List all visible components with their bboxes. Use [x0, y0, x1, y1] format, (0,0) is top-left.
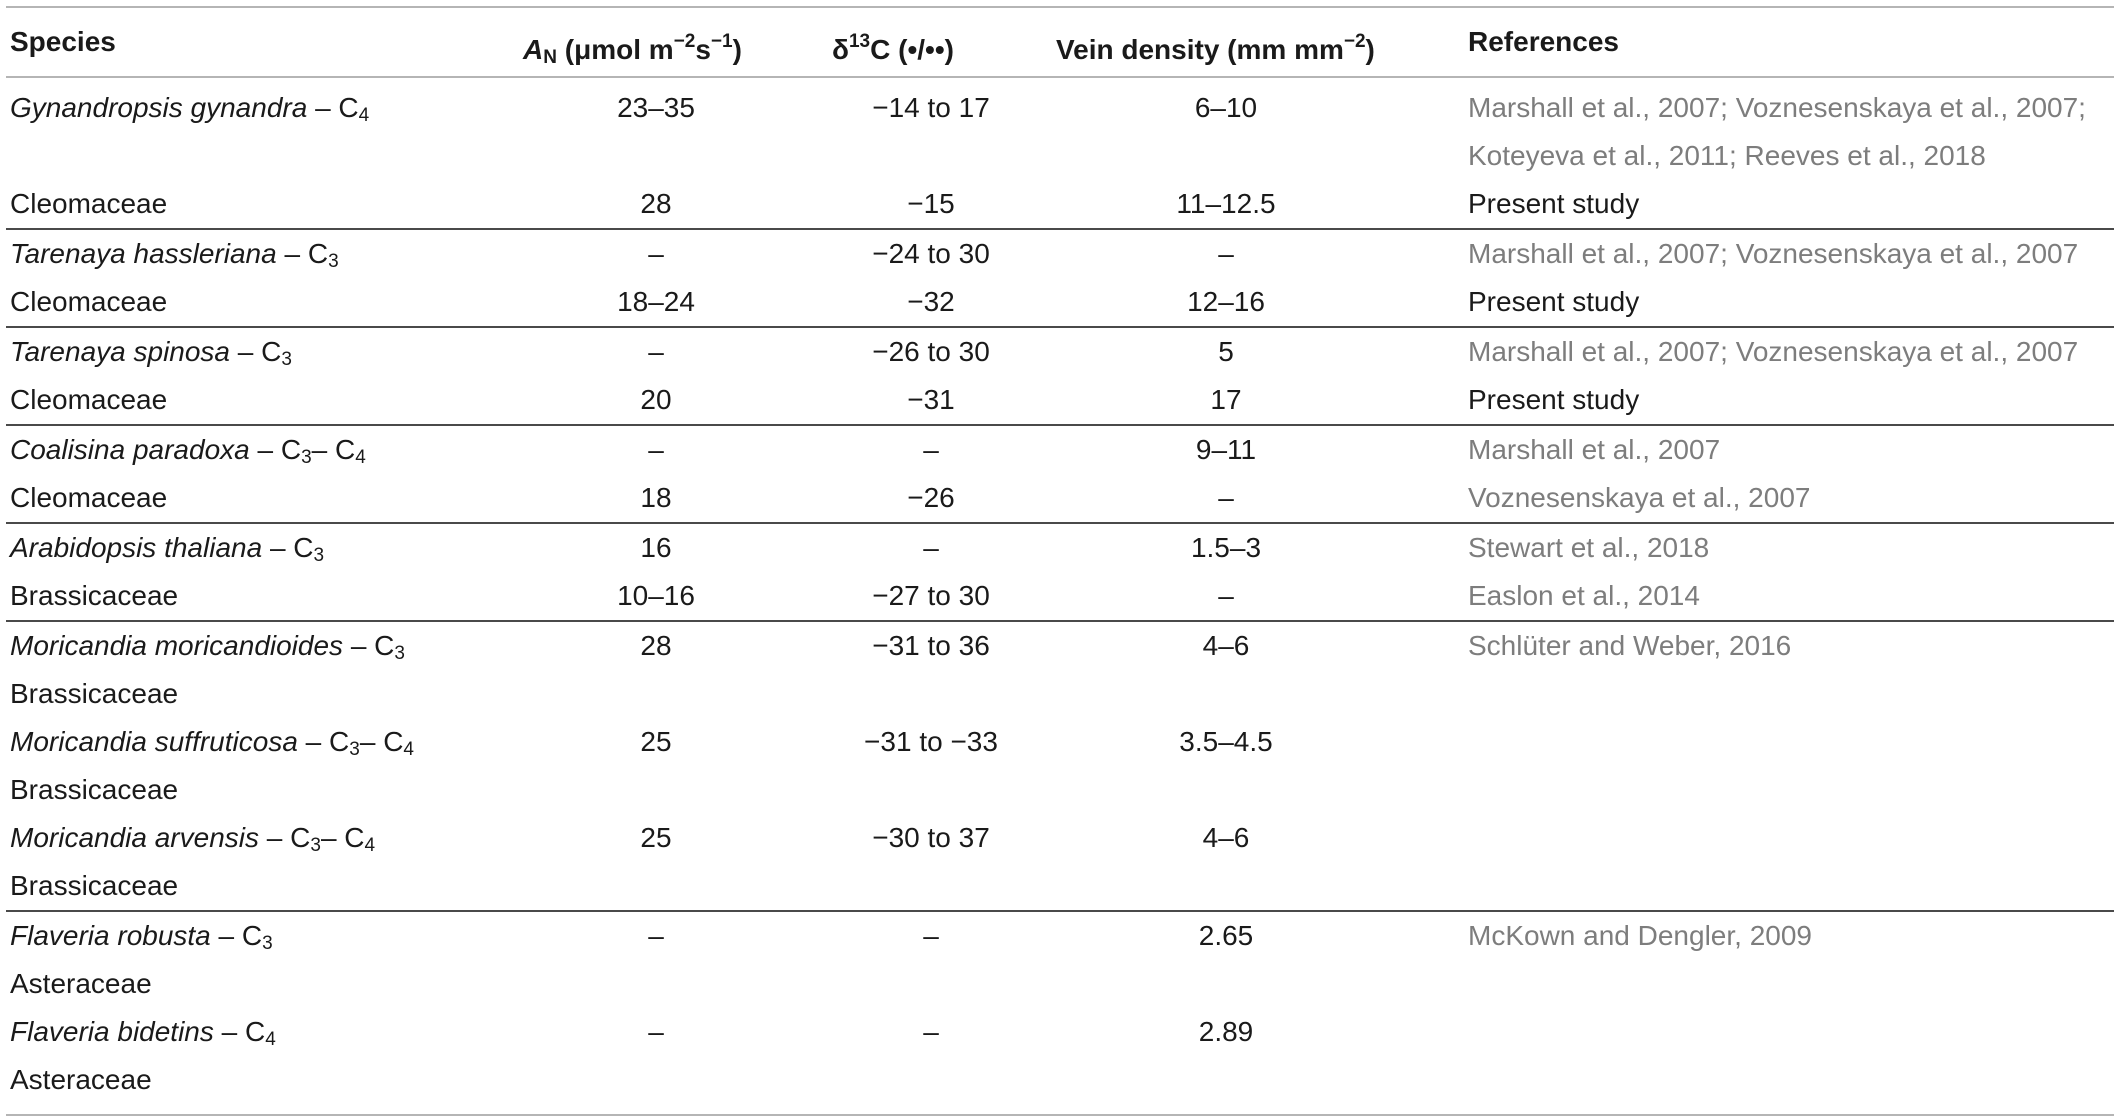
reference: Schlüter and Weber, 2016 — [1468, 630, 1792, 661]
row-group-arabidopsis — [6, 524, 2114, 622]
header-vein-density: Vein density (mm $mm^{-2}$) — [1056, 31, 1375, 65]
an-value: 28 — [640, 188, 672, 219]
reference: Marshall et al., 2007; Voznesenskaya et al., 2007 — [1468, 238, 2079, 269]
vein-density-value: – — [1218, 482, 1234, 513]
family-name: Cleomaceae — [10, 286, 168, 317]
row-group-tarenaya-spinosa — [6, 328, 2114, 426]
species-name: Flaveria bidetins – $C_4$ — [10, 1016, 276, 1050]
reference: Present study — [1468, 384, 1640, 415]
family-name: Brassicaceae — [10, 870, 179, 901]
an-value: 10–16 — [617, 580, 695, 611]
species-name: Moricandia arvensis – $C_3-$ $C_4$ — [10, 822, 376, 856]
species-name: Flaveria robusta – $C_3$ — [10, 920, 273, 954]
family-name: Cleomaceae — [10, 188, 168, 219]
species-name: Moricandia suffruticosa – $C_3-$ $C_4$ — [10, 726, 414, 760]
family-name: Brassicaceae — [10, 580, 179, 611]
an-value: – — [648, 238, 664, 269]
table-header — [6, 6, 2114, 78]
table-row — [6, 426, 2114, 474]
vein-density-value: 2.65 — [1198, 920, 1254, 951]
table-row — [6, 328, 2114, 376]
table-row — [6, 278, 2114, 326]
row-group-coalisina — [6, 426, 2114, 524]
reference: Voznesenskaya et al., 2007 — [1468, 482, 1811, 513]
row-group-tarenaya-hassleriana — [6, 230, 2114, 328]
an-value: 25 — [640, 822, 672, 853]
d13c-value: – — [923, 1016, 939, 1047]
table-row — [6, 766, 2114, 814]
vein-density-value: 9–11 — [1195, 434, 1257, 465]
an-value: – — [648, 920, 664, 951]
d13c-value: −14 to 17 — [872, 92, 990, 123]
reference: Marshall et al., 2007 — [1468, 434, 1721, 465]
species-name: Coalisina paradoxa – $C_3-$ $C_4$ — [10, 434, 366, 468]
header-an: $A_N$ (μmol $m^{-2}s^{-1}$) — [523, 31, 742, 68]
reference: Marshall et al., 2007; Voznesenskaya et al., 2007 — [1468, 336, 2079, 367]
table-row — [6, 180, 2114, 228]
family-name: Brassicaceae — [10, 678, 179, 709]
an-value: – — [648, 336, 664, 367]
vein-density-value: 4–6 — [1202, 630, 1250, 661]
family-name: Cleomaceae — [10, 482, 168, 513]
d13c-value: −30 to 37 — [872, 822, 990, 853]
table-row — [6, 814, 2114, 862]
table-row — [6, 376, 2114, 424]
an-value: 25 — [640, 726, 672, 757]
species-name: Gynandropsis gynandra – $C_4$ — [10, 92, 370, 126]
d13c-value: – — [923, 920, 939, 951]
table-row — [6, 84, 2114, 132]
table-row — [6, 572, 2114, 620]
d13c-value: −26 to 30 — [872, 336, 990, 367]
family-name: Brassicaceae — [10, 774, 179, 805]
data-table — [6, 6, 2114, 1116]
header-d13c: $\delta^{13}C$ (•/••) — [832, 31, 954, 65]
d13c-value: −26 — [907, 482, 955, 513]
an-value: 18 — [640, 482, 672, 513]
d13c-value: −27 to 30 — [872, 580, 990, 611]
vein-density-value: 17 — [1210, 384, 1242, 415]
d13c-value: −15 — [907, 188, 955, 219]
d13c-value: – — [923, 532, 939, 563]
reference: Marshall et al., 2007; Voznesenskaya et al., 2007; — [1468, 92, 2086, 123]
reference: Present study — [1468, 286, 1640, 317]
an-value: – — [648, 434, 664, 465]
vein-density-value: 1.5–3 — [1190, 532, 1262, 563]
table-row — [6, 230, 2114, 278]
an-value: 28 — [640, 630, 672, 661]
row-group-moricandia — [6, 622, 2114, 912]
table-row — [6, 718, 2114, 766]
vein-density-value: 5 — [1218, 336, 1234, 367]
reference: Present study — [1468, 188, 1640, 219]
header-species: Species — [10, 26, 116, 57]
species-name: Moricandia moricandioides – $C_3$ — [10, 630, 405, 664]
reference: Easlon et al., 2014 — [1468, 580, 1700, 611]
row-group-flaveria — [6, 912, 2114, 1116]
table-row — [6, 524, 2114, 572]
reference: Koteyeva et al., 2011; Reeves et al., 2018 — [1468, 140, 1986, 171]
table-row — [6, 912, 2114, 960]
vein-density-value: 11–12.5 — [1176, 188, 1276, 219]
table-row — [6, 132, 2114, 180]
table-row — [6, 670, 2114, 718]
table-row — [6, 474, 2114, 522]
an-value: – — [648, 1016, 664, 1047]
vein-density-value: 6–10 — [1194, 92, 1258, 123]
vein-density-value: 3.5–4.5 — [1179, 726, 1273, 757]
vein-density-value: – — [1218, 238, 1234, 269]
family-name: Cleomaceae — [10, 384, 168, 415]
an-value: 16 — [640, 532, 672, 563]
header-references: References — [1468, 26, 1619, 57]
an-value: 18–24 — [617, 286, 695, 317]
d13c-value: – — [923, 434, 939, 465]
reference: Stewart et al., 2018 — [1468, 532, 1710, 563]
d13c-value: −32 — [907, 286, 955, 317]
table-row — [6, 862, 2114, 910]
table-row — [6, 1008, 2114, 1056]
an-value: 20 — [640, 384, 672, 415]
reference: McKown and Dengler, 2009 — [1468, 920, 1812, 951]
species-name: Arabidopsis thaliana – $C_3$ — [10, 532, 325, 566]
row-group-gynandropsis — [6, 78, 2114, 230]
table-row — [6, 622, 2114, 670]
d13c-value: −31 to 36 — [872, 630, 990, 661]
species-name: Tarenaya spinosa – $C_3$ — [10, 336, 292, 370]
d13c-value: −31 — [907, 384, 955, 415]
vein-density-value: 12–16 — [1187, 286, 1265, 317]
family-name: Asteraceae — [10, 968, 152, 999]
table-row — [6, 1056, 2114, 1104]
family-name: Asteraceae — [10, 1064, 152, 1095]
d13c-value: −24 to 30 — [872, 238, 990, 269]
table-row — [6, 960, 2114, 1008]
an-value: 23–35 — [617, 92, 695, 123]
vein-density-value: 2.89 — [1198, 1016, 1254, 1047]
vein-density-value: – — [1218, 580, 1234, 611]
species-name: Tarenaya hassleriana – $C_3$ — [10, 238, 339, 272]
vein-density-value: 4–6 — [1202, 822, 1250, 853]
d13c-value: −31 to −33 — [864, 726, 998, 757]
